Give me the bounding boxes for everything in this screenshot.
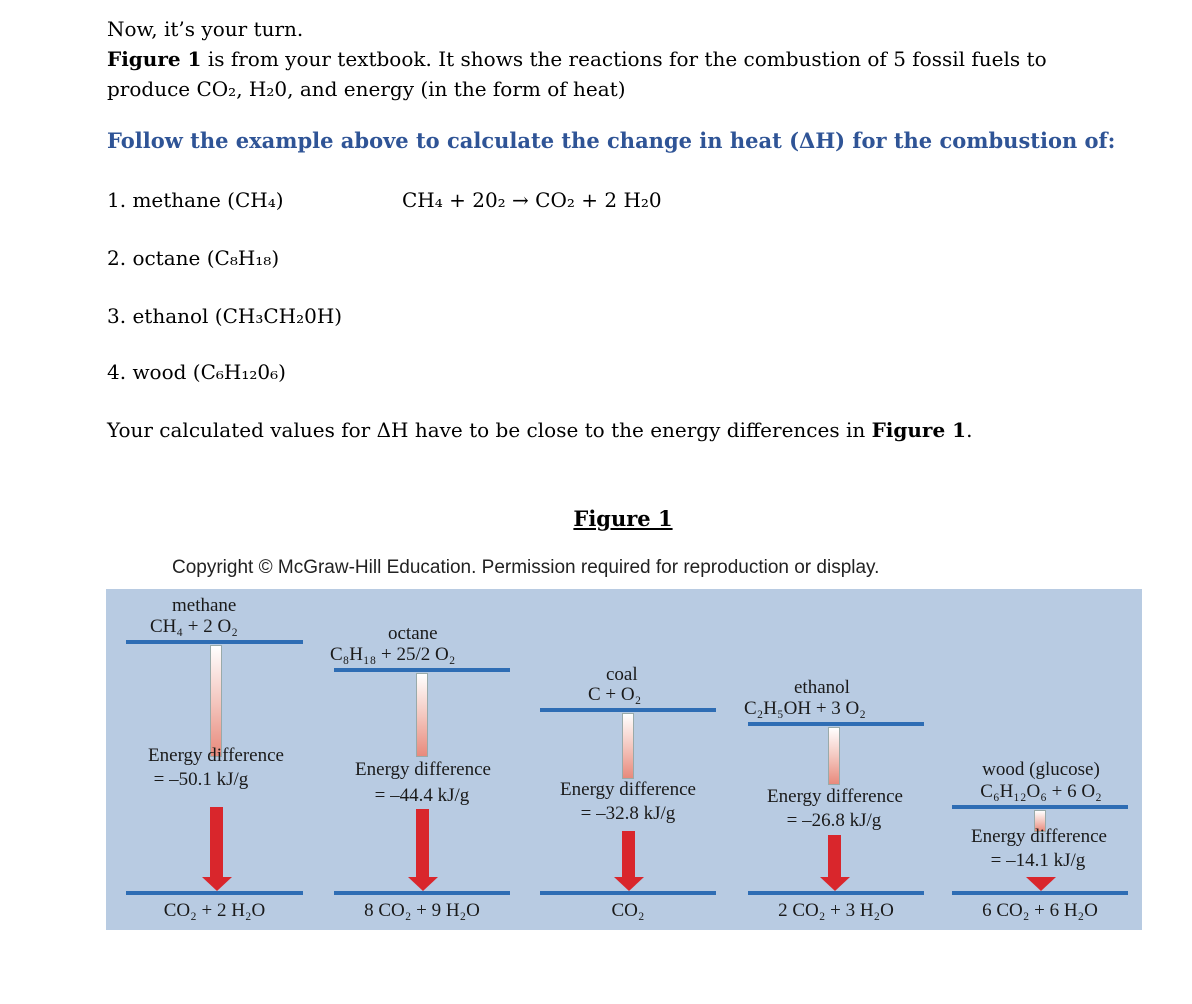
- fuel-name-coal: coal: [606, 664, 638, 685]
- arrow-down-icon: [820, 877, 850, 891]
- products-ethanol: 2 CO₂ + 3 H₂O: [778, 900, 894, 921]
- closing-text: [107, 418, 972, 442]
- reactants-octane: C₈H₁₈ + 25/2 O₂: [330, 644, 456, 665]
- reactants-ethanol: C₂H₅OH + 3 O₂: [744, 698, 866, 719]
- end-level-wood: [952, 891, 1128, 895]
- energy-diff-label-octane: Energy difference: [355, 759, 491, 780]
- closing-sentence: Your calculated values for ΔH have to be close to the energy differences in: [107, 418, 872, 442]
- fuel-name-methane: methane: [172, 595, 237, 616]
- energy-diff-label-methane: Energy difference: [148, 745, 284, 766]
- products-wood: 6 CO₂ + 6 H₂O: [982, 900, 1098, 921]
- list-item-octane: 2. octane (C₈H₁₈): [107, 246, 280, 270]
- figure-title: Figure 1: [573, 506, 673, 531]
- list-item-ethanol: 3. ethanol (CH₃CH₂0H): [107, 304, 343, 328]
- arrow-body-octane: [416, 809, 429, 877]
- energy-diff-value-ethanol: = –26.8 kJ/g: [786, 810, 882, 831]
- energy-bar-coal: [622, 713, 634, 779]
- arrow-down-icon: [614, 877, 644, 891]
- fuel-name-octane: octane: [388, 623, 438, 644]
- arrow-down-icon: [1026, 877, 1056, 891]
- arrow-body-methane: [210, 807, 223, 877]
- start-level-ethanol: [748, 722, 924, 726]
- intro-line-2-text: is from your textbook. It shows the reactions for the combustion of 5 fossil fuels to: [201, 47, 1047, 71]
- energy-bar-octane: [416, 673, 428, 757]
- arrow-body-ethanol: [828, 835, 841, 877]
- figure-ref: Figure 1: [107, 47, 202, 71]
- intro-line-1: Now, it’s your turn.: [107, 17, 304, 41]
- products-methane: CO₂ + 2 H₂O: [163, 900, 266, 921]
- intro-line-3: produce CO₂, H₂0, and energy (in the form of heat): [107, 77, 626, 101]
- energy-diff-value-coal: = –32.8 kJ/g: [580, 803, 676, 824]
- energy-diff-value-methane: = –50.1 kJ/g: [153, 769, 249, 790]
- energy-diff-label-coal: Energy difference: [560, 779, 696, 800]
- energy-diff-label-ethanol: Energy difference: [767, 786, 903, 807]
- energy-diff-label-wood: Energy difference: [971, 826, 1107, 847]
- intro-block: [107, 14, 1107, 104]
- start-level-wood: [952, 805, 1128, 809]
- closing-figure-ref: Figure 1: [871, 418, 967, 442]
- end-level-octane: [334, 891, 510, 895]
- example-equation: CH₄ + 20₂ → CO₂ + 2 H₂0: [402, 188, 662, 212]
- energy-bar-methane: [210, 645, 222, 757]
- list-item-methane: 1. methane (CH₄): [107, 188, 284, 212]
- instruction-heading: Follow the example above to calculate the change in heat (ΔH) for the combustion of:: [107, 128, 1116, 153]
- end-level-ethanol: [748, 891, 924, 895]
- energy-diff-value-wood: = –14.1 kJ/g: [990, 850, 1086, 871]
- reactants-methane: CH₄ + 2 O₂: [150, 616, 238, 637]
- start-level-coal: [540, 708, 716, 712]
- products-octane: 8 CO₂ + 9 H₂O: [364, 900, 480, 921]
- fuel-name-ethanol: ethanol: [794, 677, 850, 698]
- closing-period: .: [966, 418, 973, 442]
- end-level-coal: [540, 891, 716, 895]
- reactants-coal: C + O₂: [588, 684, 642, 705]
- start-level-methane: [126, 640, 303, 644]
- start-level-octane: [334, 668, 510, 672]
- intro-line-2: [107, 44, 1107, 74]
- end-level-methane: [126, 891, 303, 895]
- arrow-down-icon: [408, 877, 438, 891]
- energy-bar-ethanol: [828, 727, 840, 785]
- arrow-down-icon: [202, 877, 232, 891]
- list-item-wood: 4. wood (C₆H₁₂0₆): [107, 360, 286, 384]
- reactants-wood: C₆H₁₂O₆ + 6 O₂: [980, 781, 1102, 802]
- copyright-notice: Copyright © McGraw-Hill Education. Permission required for reproduction or display.: [172, 557, 880, 578]
- energy-diagram: [106, 589, 1142, 930]
- energy-diff-value-octane: = –44.4 kJ/g: [374, 785, 470, 806]
- arrow-body-coal: [622, 831, 635, 877]
- products-coal: CO₂: [611, 900, 645, 921]
- fuel-name-wood: wood (glucose): [982, 759, 1100, 780]
